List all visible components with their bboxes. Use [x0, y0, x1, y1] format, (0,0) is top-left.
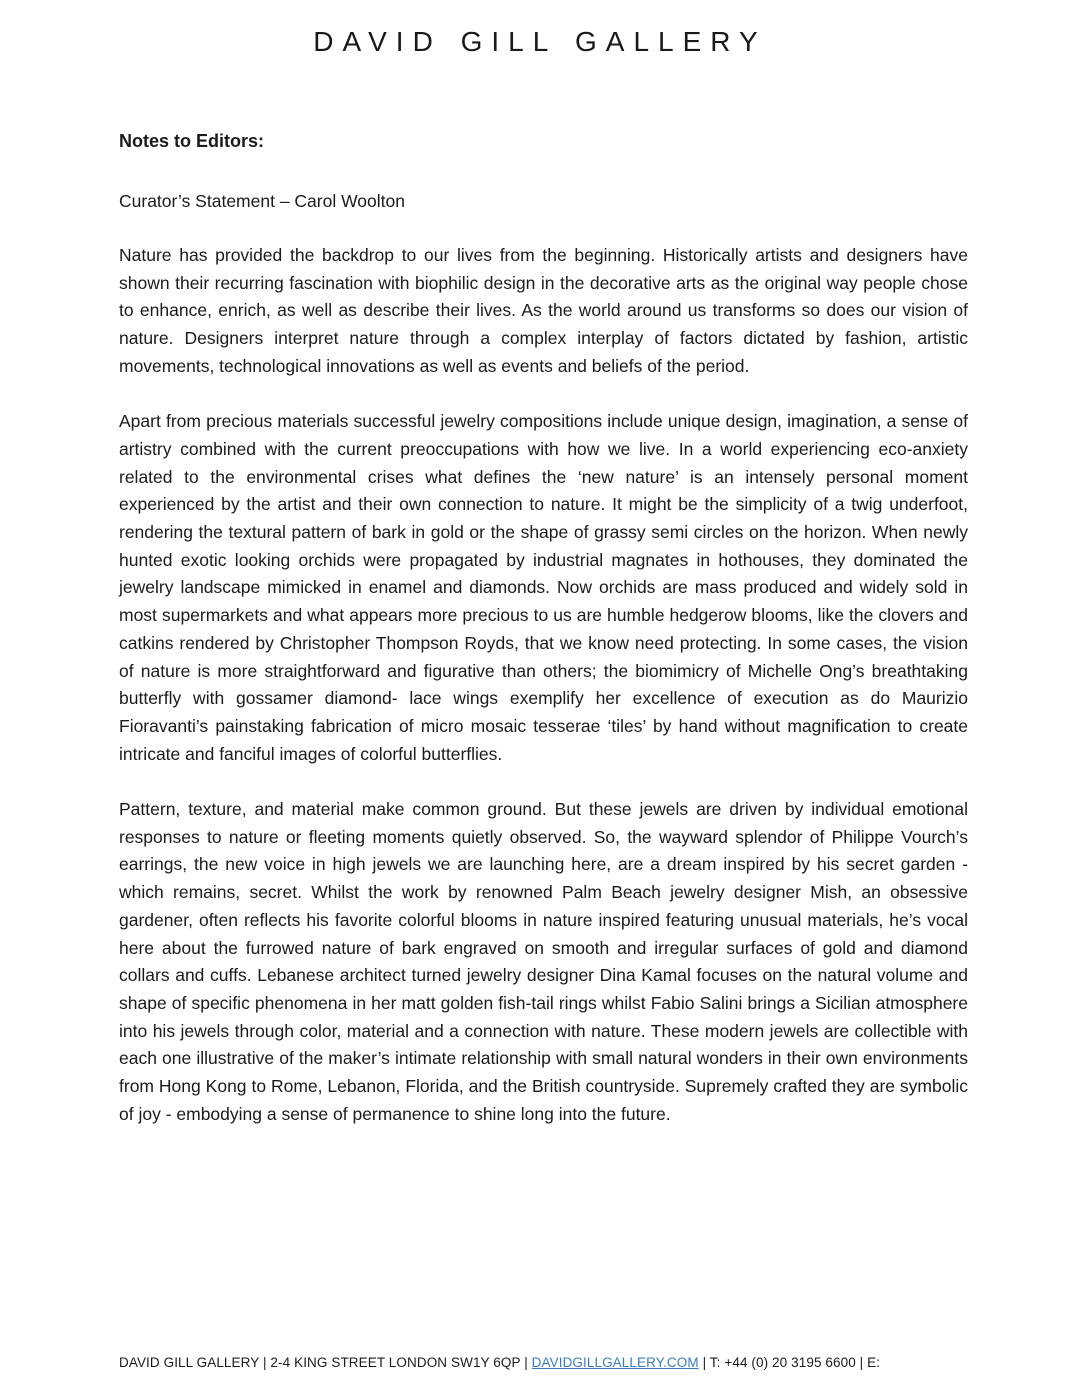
footer-contact-text: | T: +44 (0) 20 3195 6600 | E: [698, 1355, 881, 1370]
curator-statement-subheading: Curator’s Statement – Carol Woolton [119, 191, 405, 211]
body-paragraph: Pattern, texture, and material make common ground. But these jewels are driven by individual emotional responses to nature or fleeting moments quietly observed. So, the wayward splendor of Philippe Vourch’s earrings, the new voice in high jewels we are launching here, are a dream inspired by his secret garden - which remains, secret. Whilst the work by renowned Palm Beach jewelry designer Mish, an obsessive gardener, often reflects his favorite colorful blooms in nature inspired featuring unusual materials, he’s vocal here about the furrowed nature of bark engraved on smooth and irregular surfaces of gold and diamond collars and cuffs. Lebanese architect turned jewelry designer Dina Kamal focuses on the natural volume and shape of specific phenomena in her matt golden fish-tail rings whilst Fabio Salini brings a Sicilian atmosphere into his jewels through color, material and a connection with nature. These modern jewels are collectible with each one illustrative of the maker’s intimate relationship with small natural wonders in their own environments from Hong Kong to Rome, Lebanon, Florida, and the British countryside. Supremely crafted they are symbolic of joy - embodying a sense of permanence to shine long into the future. [119, 799, 968, 1124]
notes-to-editors-heading: Notes to Editors: [119, 131, 265, 151]
gallery-logo: DAVID GILL GALLERY [313, 26, 767, 57]
document-body [119, 128, 968, 1156]
body-paragraph: Nature has provided the backdrop to our lives from the beginning. Historically artists and designers have shown their recurring fascination with biophilic design in the decorative arts as the original way people chose to enhance, enrich, as well as describe their lives. As the world around us transforms so does our vision of nature. Designers interpret nature through a complex interplay of factors dictated by fashion, artistic movements, technological innovations as well as events and beliefs of the period. [119, 245, 968, 376]
footer [119, 1355, 1020, 1370]
body-paragraph: Apart from precious materials successful jewelry compositions include unique design, imagination, a sense of artistry combined with the current preoccupations with how we live. In a world experiencing eco-anxiety related to the environmental crises what defines the ‘new nature’ is an intensely personal moment experienced by the artist and their own connection to nature. It might be the simplicity of a twig underfoot, rendering the textural pattern of bark in gold or the shape of grassy semi circles on the horizon. When newly hunted exotic looking orchids were propagated by industrial magnates in hothouses, they dominated the jewelry landscape mimicked in enamel and diamonds. Now orchids are mass produced and widely sold in most supermarkets and what appears more precious to us are humble hedgerow blooms, like the clovers and catkins rendered by Christopher Thompson Royds, that we know need protecting. In some cases, the vision of nature is more straightforward and figurative than others; the biomimicry of Michelle Ong’s breathtaking butterfly with gossamer diamond- lace wings exemplify her excellence of execution as do Maurizio Fioravanti’s painstaking fabrication of micro mosaic tesserae ‘tiles’ by hand without magnification to create intricate and fanciful images of colorful butterflies. [119, 411, 968, 764]
footer-website-link[interactable]: DAVIDGILLGALLERY.COM [531, 1355, 699, 1370]
footer-address-text: DAVID GILL GALLERY | 2-4 KING STREET LONDON SW1Y 6QP | [119, 1355, 532, 1370]
